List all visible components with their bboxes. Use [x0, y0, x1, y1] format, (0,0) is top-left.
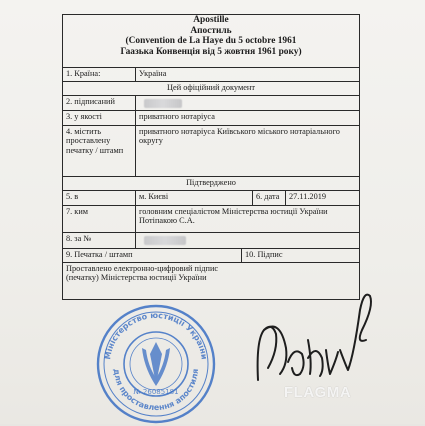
issuer-value: головним спеціалістом Міністерства юстиції України Потіпакою С.А.	[135, 205, 360, 233]
electronic-signature-note: Проставлено електронно-цифровий підпис (печатку) Міністерства юстиції України	[62, 262, 242, 300]
date-value: 27.11.2019	[285, 190, 360, 206]
signed-by-value	[135, 95, 360, 111]
redacted-number	[144, 236, 186, 245]
country-label: 1. Країна:	[62, 67, 136, 82]
header-title-ua: Апостиль	[190, 25, 232, 36]
redacted-name	[144, 99, 182, 108]
place-value: м. Києві	[135, 190, 253, 206]
header-convention-ua: Гаазька Конвенція від 5 жовтня 1961 року)	[120, 46, 302, 57]
certified-section-title: Підтверджено	[62, 176, 360, 191]
stamp-holder-label: 4. містить проставлену печатку / штамп	[62, 125, 136, 177]
flagma-watermark: FLAGMA	[284, 384, 352, 401]
ministry-seal-icon	[92, 298, 220, 426]
place-label: 5. в	[62, 190, 136, 206]
capacity-value: приватного нотаріуса	[135, 110, 360, 126]
seal-outer-text: Міністерство юстиції України	[103, 310, 209, 361]
stamp-holder-value: приватного нотаріуса Київського міського нотаріального округу	[135, 125, 360, 177]
apostille-header	[62, 15, 360, 57]
number-label: 8. за №	[62, 232, 136, 249]
date-label: 6. дата	[252, 190, 286, 206]
signature-label: 10. Підпис	[241, 248, 360, 263]
seal-label: 9. Печатка / штамп	[62, 248, 242, 263]
signed-by-label: 2. підписаний	[62, 95, 136, 111]
issuer-label: 7. ким	[62, 205, 136, 233]
header-convention-fr: (Convention de La Haye du 5 octobre 1961	[125, 36, 297, 47]
header-title-fr: Apostille	[193, 15, 229, 25]
seal-code: № 26085181	[133, 388, 179, 396]
seal-bottom-text: для проставлення апостиля	[111, 368, 201, 413]
document-section-title: Цей офіційний документ	[62, 81, 360, 96]
number-value	[135, 232, 360, 249]
capacity-label: 3. у якості	[62, 110, 136, 126]
country-value: Україна	[135, 67, 360, 82]
